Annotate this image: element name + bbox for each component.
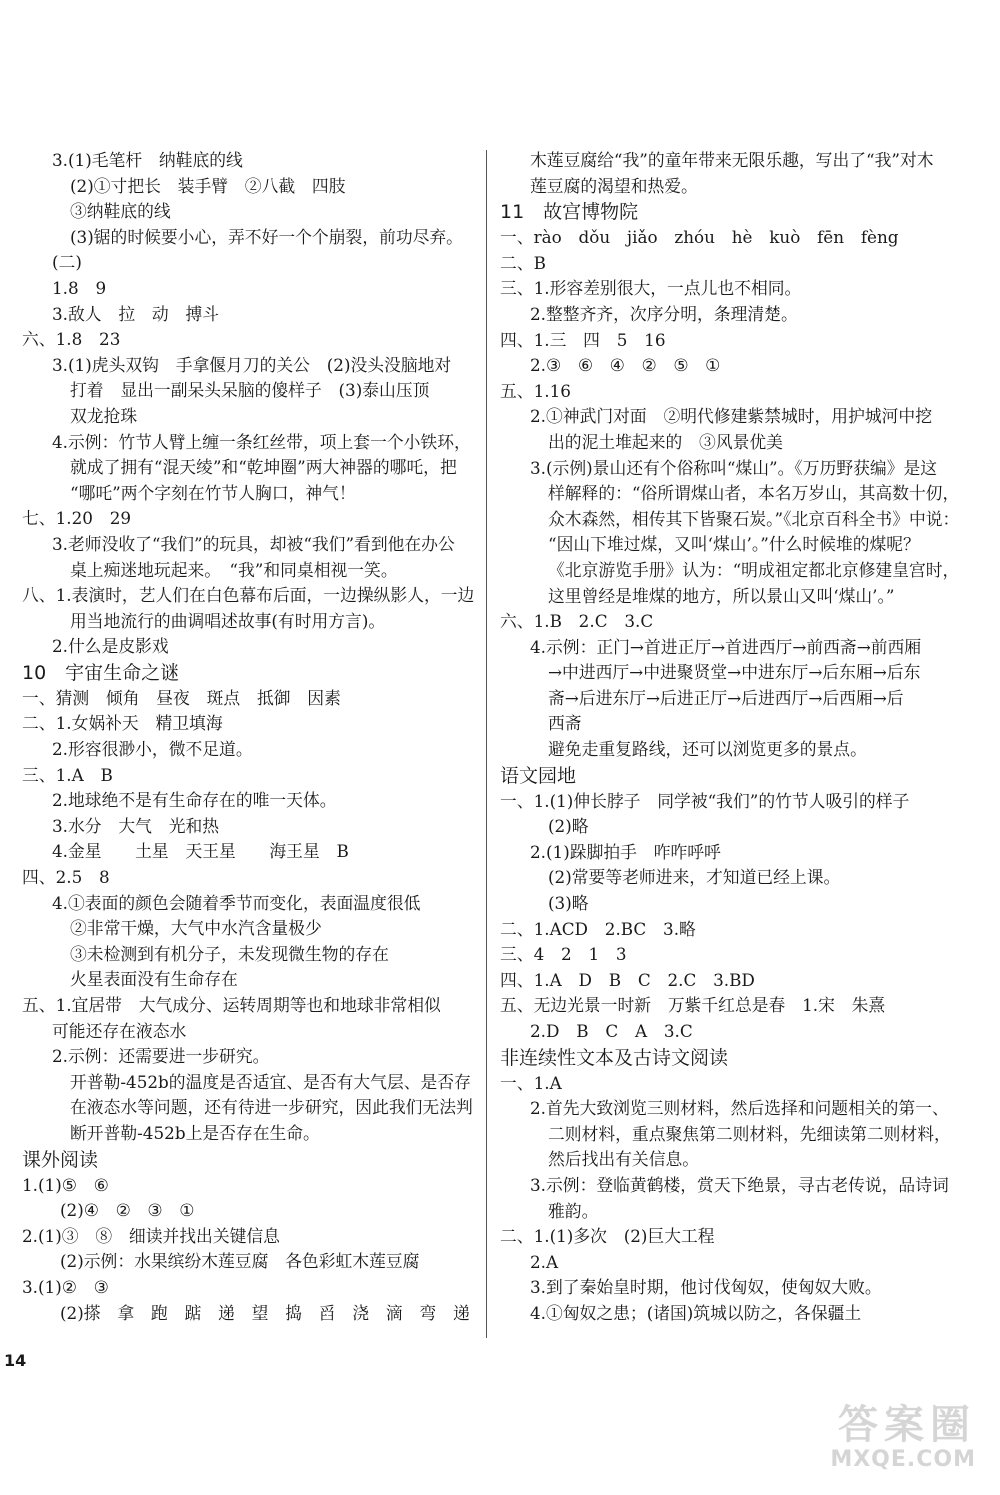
answer-line: 出的泥土堆起来的 ③风景优美 (548, 431, 783, 452)
answer-line: 这里曾经是堆煤的地方，所以景山又叫‘煤山’。” (548, 585, 895, 606)
answer-line: 就成了拥有“混天绫”和“乾坤圈”两大神器的哪吒，把 (70, 457, 457, 478)
answer-line: 斋→后进东厅→后进正厅→后进西厅→后西厢→后 (548, 687, 904, 708)
answer-line: 四、2.5 8 (22, 867, 110, 888)
answer-line: 一、1.(1)伸长脖子 同学被“我们”的竹节人吸引的样子 (500, 790, 910, 811)
answer-line: (2)搽 拿 跑 踮 递 望 捣 舀 浇 滴 弯 递 (60, 1302, 470, 1323)
answer-line: 2.D B C A 3.C (530, 1021, 693, 1041)
answer-line: 五、1.16 (500, 380, 571, 401)
answer-line: 3.示例：登临黄鹤楼，赏天下绝景，寻古老传说，品诗词 (530, 1174, 949, 1195)
answer-line: 二、1.女娲补天 精卫填海 (22, 713, 223, 734)
answer-line: 三、4 2 1 3 (500, 944, 627, 965)
section-heading: 语文园地 (500, 764, 577, 787)
answer-line: 二、1.(1)多次 (2)巨大工程 (500, 1226, 715, 1247)
answer-line: 一、rào dǒu jiǎo zhóu hè kuò fēn fèng (500, 227, 899, 248)
answer-line: 断开普勒-452b上是否存在生命。 (70, 1122, 320, 1143)
left-column (22, 148, 482, 1326)
answer-line: 六、1.8 23 (22, 329, 121, 350)
answer-line: 3.老师没收了“我们”的玩具，却被“我们”看到他在办公 (52, 533, 455, 554)
answer-line: 4.①匈奴之患；(诸国)筑城以防之，各保疆土 (530, 1302, 862, 1323)
answer-line: 3.水分 大气 光和热 (52, 815, 220, 836)
answer-line: 二则材料，重点聚焦第二则材料，先细读第二则材料， (548, 1123, 951, 1144)
watermark-logo (782, 1403, 982, 1485)
answer-line: 2.地球绝不是有生命存在的唯一天体。 (52, 790, 337, 811)
answer-line: 雅韵。 (548, 1200, 599, 1221)
answer-line: 八、1.表演时，艺人们在白色幕布后面，一边操纵影人，一边 (22, 585, 475, 606)
answer-line: 4.金星 土星 天王星 海王星 B (52, 841, 349, 862)
answer-line: 3.到了秦始皇时期，他讨伐匈奴，使匈奴大败。 (530, 1277, 882, 1298)
answer-line: 2.①神武门对面 ②明代修建紫禁城时，用护城河中挖 (530, 406, 932, 427)
answer-line: 1.(1)⑤ ⑥ (22, 1174, 109, 1195)
answer-line: (2)略 (548, 816, 589, 837)
answer-line: 4.示例：正门→首进正厅→首进西厅→前西斋→前西厢 (530, 636, 922, 657)
answer-line: 3.敌人 拉 动 搏斗 (52, 303, 220, 324)
answer-line: 四、1.A D B C 2.C 3.BD (500, 969, 755, 990)
answer-line: 用当地流行的曲调唱述故事(有时用方言)。 (70, 610, 386, 631)
watermark-url: MXQE.COM (830, 1447, 976, 1472)
answer-line: 一、猜测 倾角 昼夜 斑点 抵御 因素 (22, 687, 341, 708)
answer-line: 然后找出有关信息。 (548, 1149, 700, 1170)
answer-line: 众木森然，相传其下皆聚石炭。”《北京百科全书》中说： (548, 508, 960, 529)
answer-line: 二、1.ACD 2.BC 3.略 (500, 918, 696, 939)
answer-line: (3)锯的时候要小心，弄不好一个个崩裂，前功尽弃。 (70, 226, 463, 247)
answer-line: ②非常干燥，大气中水汽含量极少 (70, 918, 322, 939)
answer-line: 2.(1)跺脚拍手 咋咋呼呼 (530, 841, 721, 862)
answer-line: 2.什么是皮影戏 (52, 636, 169, 657)
answer-line: 2.(1)③ ⑧ 细读并找出关键信息 (22, 1225, 280, 1246)
answer-line: 避免走重复路线，还可以浏览更多的景点。 (548, 739, 867, 760)
answer-line: 在液态水等问题，还有待进一步研究，因此我们无法判 (70, 1097, 473, 1118)
answer-line: 二、B (500, 252, 546, 273)
column-divider (486, 150, 487, 1338)
section-heading: 课外阅读 (22, 1148, 99, 1171)
answer-line: (2)常要等老师进来，才知道已经上课。 (548, 867, 841, 888)
answer-line: 2.整整齐齐，次序分明，条理清楚。 (530, 303, 798, 324)
page-number: 14 (4, 1351, 27, 1370)
answer-line: 4.示例：竹节人臂上缠一条红丝带，项上套一个小铁环， (52, 431, 471, 452)
answer-line: (2)①寸把长 装手臂 ②八截 四肢 (70, 175, 346, 196)
watermark-title: 答案圈 (838, 1402, 976, 1448)
right-column (500, 148, 970, 1327)
answer-line: 五、1.宜居带 大气成分、运转周期等也和地球非常相似 (22, 995, 441, 1015)
answer-line: 3.(示例)景山还有个俗称叫“煤山”。《万历野获编》是这 (530, 457, 938, 478)
answer-line: 五、无边光景一时新 万紫千红总是春 1.宋 朱熹 (500, 995, 886, 1016)
answer-line: 西斋 (548, 713, 582, 734)
answer-line: 可能还存在液态水 (52, 1020, 187, 1041)
answer-line: (2)④ ② ③ ① (60, 1200, 195, 1221)
answer-line: “哪吒”两个字刻在竹节人胸口，神气！ (70, 482, 356, 503)
answer-line: 《北京游览手册》认为：“明成祖定都北京修建皇宫时， (548, 559, 960, 580)
answer-line: ③未检测到有机分子，未发现微生物的存在 (70, 943, 389, 964)
section-heading: 非连续性文本及古诗文阅读 (500, 1046, 729, 1069)
answer-line: 开普勒-452b的温度是否适宜、是否有大气层、是否存 (70, 1071, 471, 1092)
answer-line: 木莲豆腐给“我”的童年带来无限乐趣，写出了“我”对木 (530, 150, 934, 170)
answer-line: 一、1.A (500, 1072, 562, 1093)
answer-line: “因山下堆过煤，又叫‘煤山’。”什么时候堆的煤呢？ (548, 534, 920, 555)
answer-line: 1.8 9 (52, 277, 107, 298)
section-heading: 10 宇宙生命之谜 (22, 661, 180, 684)
answer-line: 六、1.B 2.C 3.C (500, 611, 654, 632)
answer-line: (2)示例：水果缤纷木莲豆腐 各色彩虹木莲豆腐 (60, 1251, 420, 1272)
answer-line: 2.③ ⑥ ④ ② ⑤ ① (530, 355, 721, 376)
answer-line: (3)略 (548, 893, 589, 914)
answer-line: 桌上痴迷地玩起来。 “我”和同桌相视一笑。 (70, 559, 398, 580)
answer-line: 3.(1)毛笔杆 纳鞋底的线 (52, 150, 243, 170)
answer-line: 2.形容很渺小，微不足道。 (52, 739, 253, 760)
answer-line: 四、1.三 四 5 16 (500, 329, 666, 350)
answer-line: 双龙抢珠 (70, 405, 138, 426)
answer-line: 2.示例：还需要进一步研究。 (52, 1046, 270, 1067)
answer-line: 七、1.20 29 (22, 508, 132, 529)
answer-line: 2.A (530, 1251, 559, 1272)
answer-line: 3.(1)虎头双钩 手拿偃月刀的关公 (2)没头没脑地对 (52, 354, 452, 375)
answer-line: 三、1.形容差别很大，一点儿也不相同。 (500, 278, 802, 299)
answer-line: 三、1.A B (22, 764, 113, 785)
answer-line: 3.(1)② ③ (22, 1276, 109, 1297)
answer-line: 样解释的：“俗所谓煤山者，本名万岁山，其高数十仞， (548, 483, 960, 504)
section-heading: 11 故宫博物院 (500, 201, 639, 224)
answer-line: (二) (52, 252, 82, 273)
answer-line: →中进西厅→中进聚贤堂→中进东厅→后东厢→后东 (548, 662, 921, 683)
answer-line: ③纳鞋底的线 (70, 201, 171, 222)
answer-line: 莲豆腐的渴望和热爱。 (530, 175, 698, 196)
answer-line: 2.首先大致浏览三则材料，然后选择和问题相关的第一、 (530, 1098, 949, 1119)
answer-line: 打着 显出一副呆头呆脑的傻样子 (3)泰山压顶 (70, 380, 430, 401)
answer-line: 火星表面没有生命存在 (70, 969, 238, 990)
answer-line: 4.①表面的颜色会随着季节而变化，表面温度很低 (52, 892, 421, 913)
